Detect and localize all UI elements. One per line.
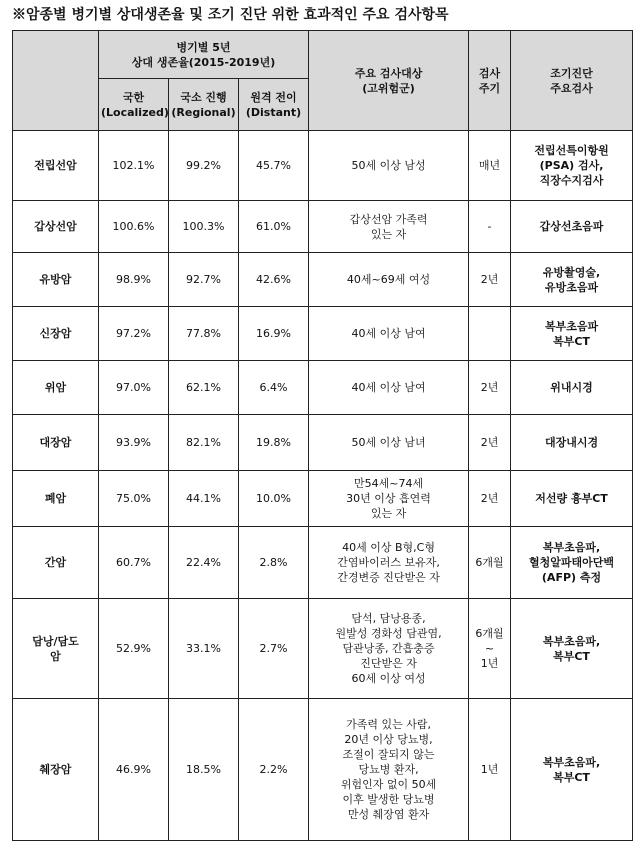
diagnostic-tests-line: 복부CT [553,649,590,663]
regional-rate-cell: 99.2% [169,131,239,201]
regional-rate-cell: 22.4% [169,527,239,599]
local-rate-cell: 93.9% [99,415,169,471]
table-row [13,361,633,415]
target-group-line: 40세 이상 남여 [351,327,426,340]
cancer-name-line: 대장암 [39,436,72,449]
header-empty-cell [13,31,99,131]
target-group-line: 60세 이상 여성 [351,672,426,685]
distant-rate-cell: 42.6% [239,253,309,307]
cancer-name-line: 담낭/담도 [32,634,79,648]
table-row [13,599,633,699]
header-target-line: 주요 검사대상 [354,66,423,80]
target-group-line: 담관낭종, 간흡충증 [342,642,435,655]
regional-rate-cell: 92.7% [169,253,239,307]
check-cycle-cell [469,253,511,307]
check-cycle-cell [469,307,511,361]
distant-rate-cell: 2.8% [239,527,309,599]
local-rate-cell: 97.2% [99,307,169,361]
check-cycle-line: ~ [484,642,495,655]
regional-rate-cell: 62.1% [169,361,239,415]
cancer-name-line: 전립선암 [34,159,77,172]
header-cycle-line: 주기 [478,81,501,95]
target-group-line: 있는 자 [370,227,407,241]
diagnostic-tests-line: 복부초음파 [544,319,599,333]
check-cycle-cell [469,201,511,253]
target-group-line: 50세 이상 남녀 [351,436,426,449]
diagnostic-tests-cell [511,599,633,699]
target-group-cell [309,699,469,841]
target-group-line: 50세 이상 남성 [351,159,426,172]
target-group-cell [309,361,469,415]
cancer-name-cell [13,599,99,699]
header-distant [239,79,309,131]
diagnostic-tests-cell [511,307,633,361]
header-distant-line: 원격 전이 [250,90,297,104]
header-survival-line: 병기별 5년 [176,40,231,54]
cancer-name-cell [13,471,99,527]
cancer-name-line: 위암 [44,381,67,394]
target-group-line: 만성 췌장염 환자 [347,808,430,821]
diagnostic-tests-line: 위내시경 [550,381,593,394]
diagnostic-tests-line: 유방초음파 [544,280,599,294]
distant-rate-cell: 45.7% [239,131,309,201]
target-group-cell [309,599,469,699]
target-group-line: 조절이 잘되지 않는 [342,748,435,761]
cancer-name-line: 유방암 [39,273,72,286]
header-tests-line: 조기진단 [550,66,593,80]
check-cycle-line: 6개월 [475,556,504,569]
local-rate-cell: 97.0% [99,361,169,415]
cancer-name-cell [13,307,99,361]
diagnostic-tests-line: (PSA) 검사, [539,159,604,172]
check-cycle-line: 6개월 [475,627,504,640]
diagnostic-tests-line: 복부CT [553,770,590,784]
table-row [13,307,633,361]
diagnostic-tests-line: 복부초음파, [542,541,601,554]
cancer-name-line: 신장암 [39,327,72,340]
cancer-name-cell [13,699,99,841]
cancer-name-line: 췌장암 [39,763,72,776]
cancer-name-cell [13,131,99,201]
cancer-name-cell [13,361,99,415]
check-cycle-cell [469,699,511,841]
cancer-name-line: 갑상선암 [34,220,77,233]
diagnostic-tests-cell [511,471,633,527]
check-cycle-line: - [487,220,492,233]
diagnostic-tests-cell [511,699,633,841]
diagnostic-tests-line: 유방촬영술, [542,265,601,279]
diagnostic-tests-cell [511,361,633,415]
target-group-line: 담석, 담낭용종, [351,612,426,625]
target-group-cell [309,307,469,361]
table-row [13,527,633,599]
target-group-line: 당뇨병 환자, [358,763,419,776]
diagnostic-tests-cell [511,527,633,599]
target-group-line: 간경변증 진단받은 자 [337,571,440,584]
table-row [13,201,633,253]
header-local-line: (Localized) [101,105,169,119]
local-rate-cell: 52.9% [99,599,169,699]
target-group-cell [309,131,469,201]
diagnostic-tests-line: 갑상선초음파 [539,220,604,233]
target-group-line: 40세 이상 남여 [351,381,426,394]
cancer-name-cell [13,253,99,307]
target-group-line: 40세~69세 여성 [346,273,431,286]
check-cycle-line: 2년 [480,381,499,394]
cancer-name-line: 폐암 [44,492,67,505]
survival-table [12,30,633,841]
check-cycle-line: 매년 [478,159,501,172]
table-row [13,415,633,471]
regional-rate-cell: 82.1% [169,415,239,471]
distant-rate-cell: 2.7% [239,599,309,699]
header-cycle [469,31,511,131]
diagnostic-tests-line: (AFP) 측정 [541,571,602,584]
target-group-cell [309,201,469,253]
check-cycle-line: 2년 [480,273,499,286]
distant-rate-cell: 10.0% [239,471,309,527]
distant-rate-cell: 6.4% [239,361,309,415]
target-group-line: 만54세~74세 [353,477,424,490]
local-rate-cell: 60.7% [99,527,169,599]
target-group-line: 간염바이러스 보유자, [337,556,440,569]
diagnostic-tests-line: 직장수지검사 [539,174,604,187]
diagnostic-tests-line: 혈청알파태아단백 [529,556,615,569]
target-group-cell [309,471,469,527]
header-regional [169,79,239,131]
header-distant-line: (Distant) [245,105,302,119]
cancer-name-cell [13,201,99,253]
target-group-line: 이후 발생한 당뇨병 [342,793,435,806]
local-rate-cell: 46.9% [99,699,169,841]
target-group-line: 40세 이상 B형,C형 [342,541,435,554]
distant-rate-cell: 16.9% [239,307,309,361]
target-group-line: 진단받은 자 [360,657,417,670]
regional-rate-cell: 100.3% [169,201,239,253]
target-group-line: 30년 이상 흡연력 [346,492,431,505]
diagnostic-tests-line: 대장내시경 [544,436,599,449]
check-cycle-cell [469,415,511,471]
check-cycle-line: 1년 [480,763,499,776]
target-group-cell [309,415,469,471]
header-tests [511,31,633,131]
page-title: ※암종별 병기별 상대생존율 및 조기 진단 위한 효과적인 주요 검사항목 [12,7,449,23]
cancer-name-cell [13,527,99,599]
check-cycle-cell [469,527,511,599]
header-target [309,31,469,131]
header-local-line: 국한 [122,90,145,104]
diagnostic-tests-line: 복부초음파, [542,634,601,648]
header-cycle-line: 검사 [478,66,501,80]
header-local [99,79,169,131]
diagnostic-tests-cell [511,253,633,307]
table-row [13,131,633,201]
regional-rate-cell: 77.8% [169,307,239,361]
diagnostic-tests-line: 전립선특이항원 [534,144,609,157]
target-group-line: 20년 이상 당뇨병, [344,733,433,746]
header-target-line: (고위험군) [362,81,415,95]
header-regional-line: 국소 진행 [180,90,227,104]
regional-rate-cell: 18.5% [169,699,239,841]
check-cycle-cell [469,361,511,415]
local-rate-cell: 102.1% [99,131,169,201]
distant-rate-cell: 19.8% [239,415,309,471]
header-survival-group [99,31,309,79]
regional-rate-cell: 33.1% [169,599,239,699]
diagnostic-tests-line: 저선량 흉부CT [535,492,608,505]
target-group-line: 위험인자 없이 50세 [340,778,437,791]
target-group-cell [309,527,469,599]
target-group-line: 갑상선암 가족력 [349,212,428,226]
distant-rate-cell: 61.0% [239,201,309,253]
local-rate-cell: 100.6% [99,201,169,253]
cancer-name-cell [13,415,99,471]
target-group-line: 있는 자 [370,507,407,520]
table-row [13,253,633,307]
check-cycle-cell [469,471,511,527]
cancer-name-line: 간암 [44,556,67,569]
diagnostic-tests-cell [511,415,633,471]
check-cycle-line: 2년 [480,492,499,505]
target-group-cell [309,253,469,307]
check-cycle-cell [469,599,511,699]
regional-rate-cell: 44.1% [169,471,239,527]
target-group-line: 원발성 경화성 담관염, [335,627,442,640]
local-rate-cell: 75.0% [99,471,169,527]
diagnostic-tests-cell [511,131,633,201]
table-row [13,699,633,841]
local-rate-cell: 98.9% [99,253,169,307]
check-cycle-line: 1년 [480,657,499,670]
distant-rate-cell: 2.2% [239,699,309,841]
header-regional-line: (Regional) [171,105,236,119]
header-tests-line: 주요검사 [550,81,593,95]
diagnostic-tests-line: 복부CT [553,334,590,348]
header-survival-line: 상대 생존율(2015-2019년) [131,55,276,69]
check-cycle-line: 2년 [480,436,499,449]
check-cycle-cell [469,131,511,201]
diagnostic-tests-line: 복부초음파, [542,755,601,769]
cancer-name-line: 암 [50,649,61,663]
target-group-line: 가족력 있는 사람, [346,718,431,731]
table-row [13,471,633,527]
diagnostic-tests-cell [511,201,633,253]
